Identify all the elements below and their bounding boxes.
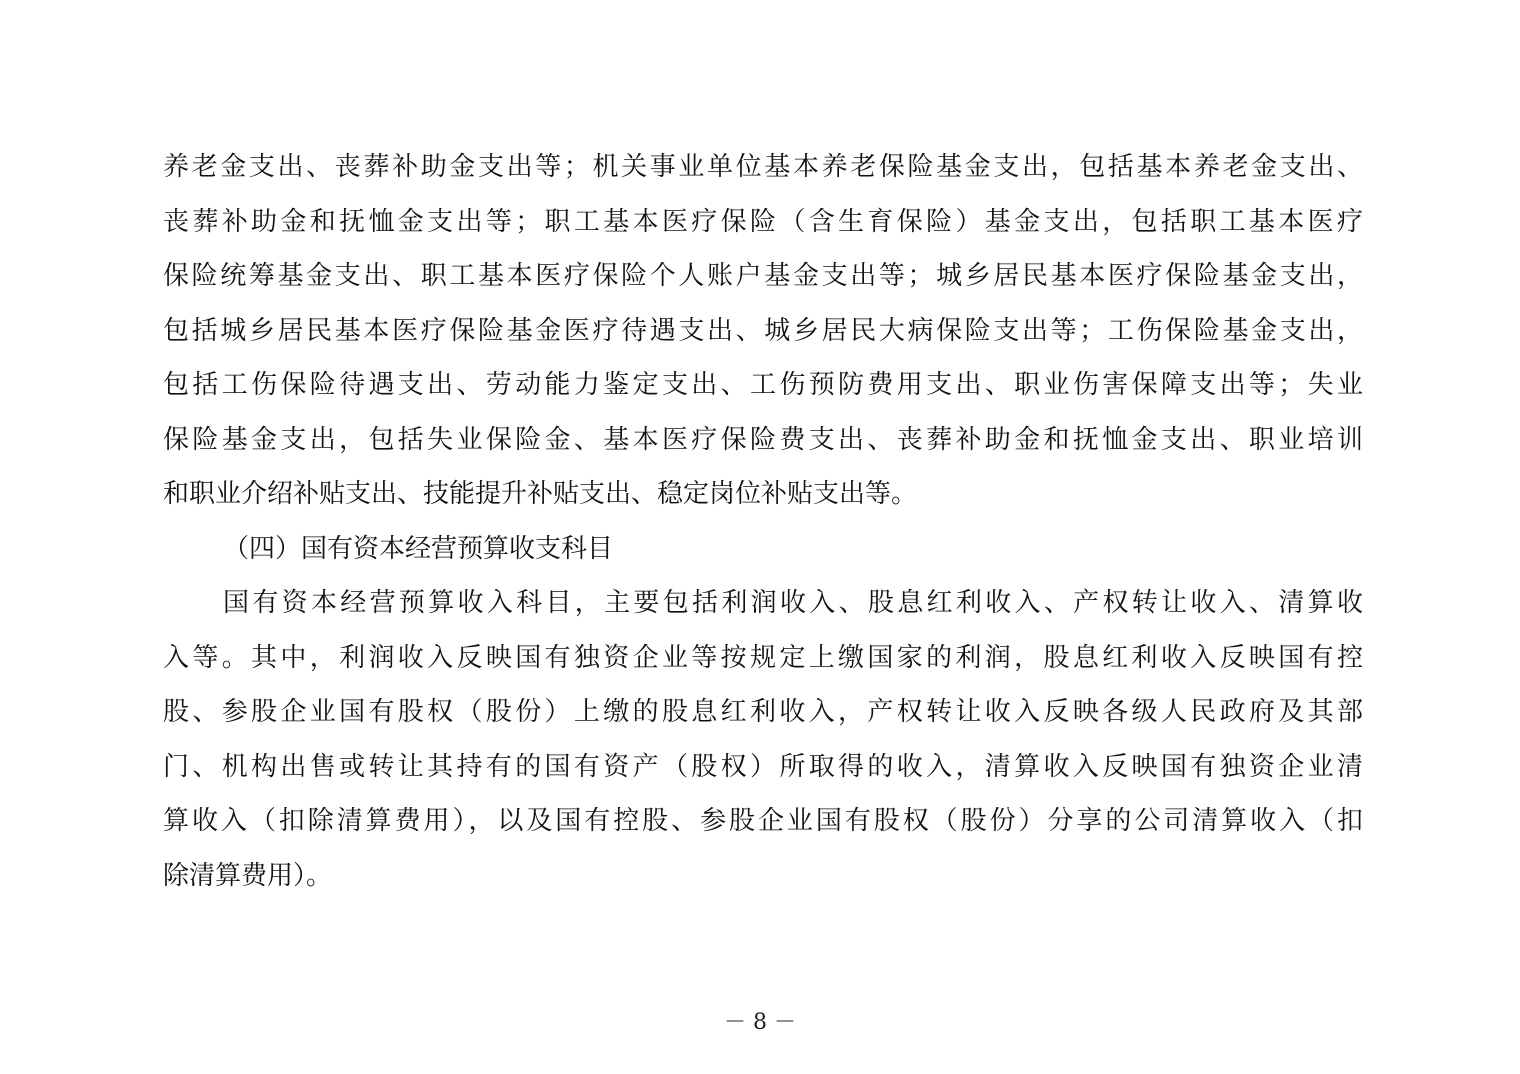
text-line: 丧葬补助金和抚恤金支出等；职工基本医疗保险（含生育保险）基金支出，包括职工基本医疗 bbox=[163, 206, 1363, 237]
text-line: 保险基金支出，包括失业保险金、基本医疗保险费支出、丧葬补助金和抚恤金支出、职业培训 bbox=[163, 424, 1363, 455]
paragraph-line: 国有资本经营预算收入科目，主要包括利润收入、股息红利收入、产权转让收入、清算收 bbox=[223, 588, 1363, 618]
paragraph-line: 除清算费用）。 bbox=[163, 860, 333, 891]
text-line: 和职业介绍补贴支出、技能提升补贴支出、稳定岗位补贴支出等。 bbox=[163, 479, 918, 509]
text-line: 包括城乡居民基本医疗保险基金医疗待遇支出、城乡居民大病保险支出等；工伤保险基金支出， bbox=[163, 315, 1363, 346]
section-heading: （四）国有资本经营预算收支科目 bbox=[223, 533, 614, 564]
paragraph-line: 入等。其中，利润收入反映国有独资企业等按规定上缴国家的利润，股息红利收入反映国有控 bbox=[163, 642, 1363, 673]
paragraph-line: 门、机构出售或转让其持有的国有资产（股权）所取得的收入，清算收入反映国有独资企业清 bbox=[163, 751, 1363, 782]
text-line: 包括工伤保险待遇支出、劳动能力鉴定支出、工伤预防费用支出、职业伤害保障支出等；失业 bbox=[163, 370, 1363, 400]
page-number: － 8 － bbox=[724, 1010, 796, 1035]
text-line: 保险统筹基金支出、职工基本医疗保险个人账户基金支出等；城乡居民基本医疗保险基金支出， bbox=[163, 261, 1363, 291]
paragraph-line: 算收入（扣除清算费用），以及国有控股、参股企业国有股权（股份）分享的公司清算收入（扣 bbox=[163, 806, 1363, 836]
body-text bbox=[163, 140, 1363, 903]
paragraph-line: 股、参股企业国有股权（股份）上缴的股息红利收入，产权转让收入反映各级人民政府及其部 bbox=[163, 697, 1363, 727]
text-line: 养老金支出、丧葬补助金支出等；机关事业单位基本养老保险基金支出，包括基本养老金支出、 bbox=[163, 152, 1363, 182]
